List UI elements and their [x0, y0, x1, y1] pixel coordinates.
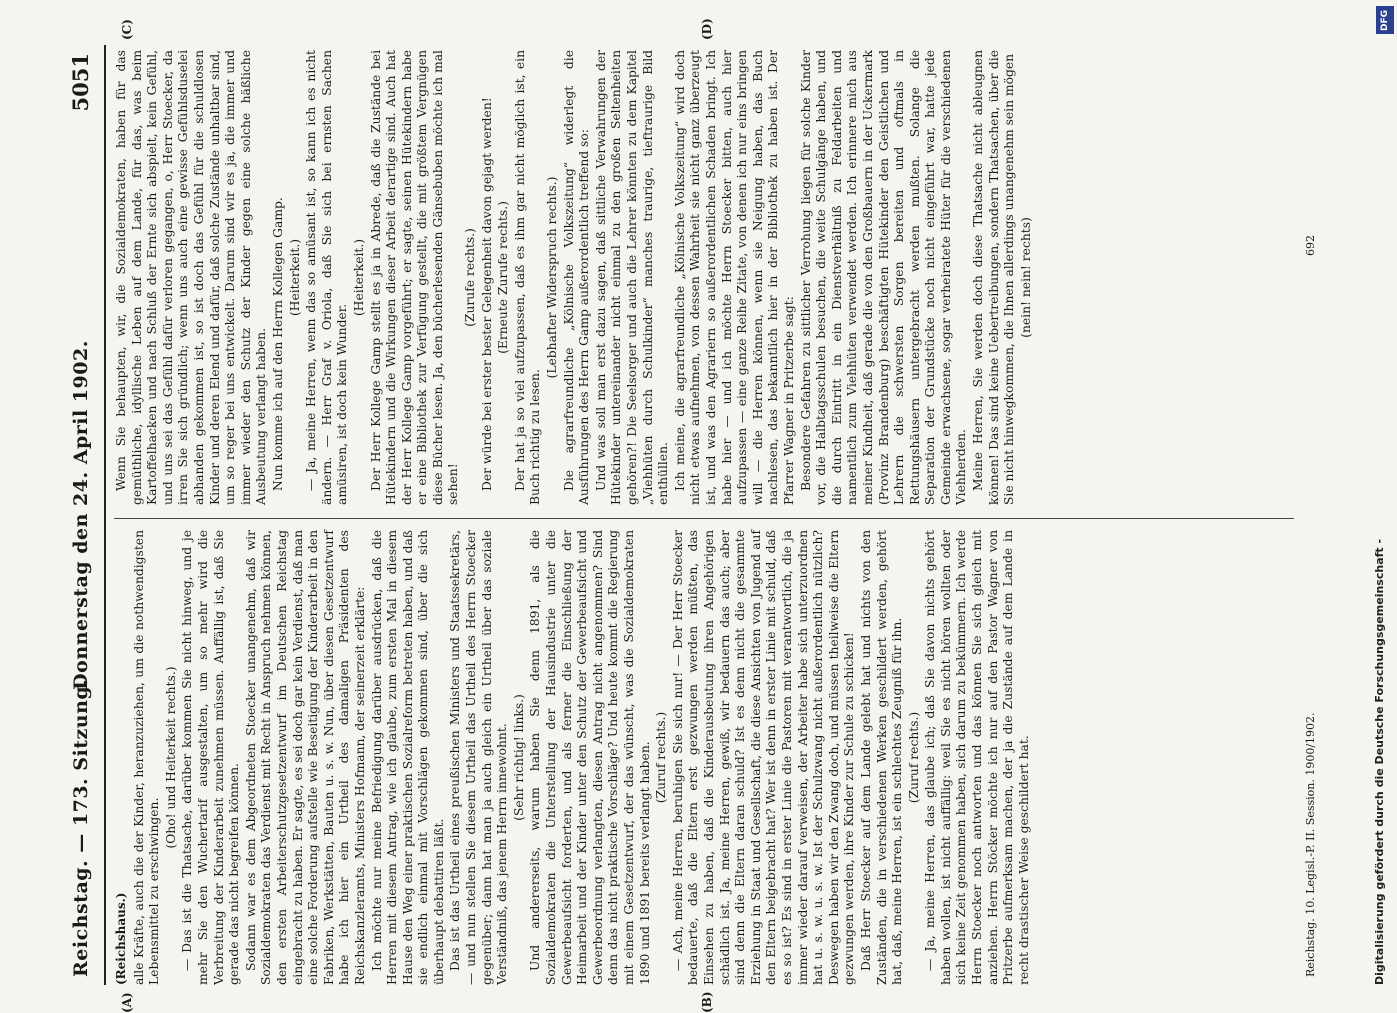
interjection: (Lebhafter Widerspruch rechts.): [545, 50, 561, 505]
interjection: (Oho! und Heiterkeit rechts.): [164, 530, 180, 985]
interjection: (nein! nein! rechts): [1019, 50, 1035, 505]
paragraph: alle Kräfte, auch die der Kinder, heranzuziehen, um die nothwendigsten Lebensmittel zu erschwingen.: [132, 530, 163, 985]
interjection: (Zurufe rechts.): [463, 50, 479, 505]
margin-marker-b: (B): [700, 992, 714, 1013]
dfg-logo: DFG: [1376, 6, 1394, 34]
paragraph: Nun komme ich auf den Herrn Kollegen Gamp.: [271, 50, 287, 505]
interjection: (Zuruf rechts.): [654, 530, 670, 985]
paragraph: Meine Herren, Sie werden doch diese Thatsache nicht ableugnen können! Das sind keine Uebertreibungen, sondern Thatsachen, über die Sie nicht hinwegkommen, die Ihnen allerdings unangenehm sein mögen: [971, 50, 1018, 505]
paragraph: Wenn Sie behaupten, wir, die Sozialdemokraten, haben für das gemüthliche, idyllische Leben auf dem Lande, für das, was beim Kartoffelhacken und nach Schluß der Ernte sich abspielt, kein Gefühl, und uns sei das Gefühl dafür verloren gegangen, o, Herr Stoecker, da irren Sie sich gründlich; wenn uns auch eine gewisse Gefühlsduselei abhanden gekommen ist, so ist doch das Gefühl für die schuldlosen Kinder und deren Elend und dafür, daß solche Zustände unhaltbar sind, um so reger bei uns entwickelt. Darum sind wir es ja, die immer und immer wieder den Schutz der Kinder gegen eine solche häßliche Ausbeutung verlangt haben.: [114, 50, 270, 505]
margin-marker-d: (D): [700, 18, 714, 40]
interjection: (Erneute Zurufe rechts.): [496, 50, 512, 505]
footer-citation: Reichstag. 10. Legisl.-P. II. Session. 1900/1902.: [1304, 712, 1317, 977]
paragraph: Ich meine, die agrarfreundliche „Kölnische Volkszeitung“ wird doch nicht etwas aufnehmen, von dessen Wahrheit sie nicht ganz überzeugt ist, und was den Agrariern so außerordentlichen Schaden bringt. Ich habe hier — und ich möchte Herrn Stoecker bitten, auch hier aufzupassen — eine ganze Reihe Zitate, von denen ich nur eins bringen will — die Herren können, wenn sie Neigung haben, das Buch nachlesen, das bekanntlich hier in der Bibliothek zu haben ist. Der Pfarrer Wagner in Pritzerbe sagt:: [673, 50, 798, 505]
page-footer: [1302, 45, 1326, 985]
right-column: [114, 50, 1294, 505]
paragraph: Daß Herr Stoecker auf dem Lande gelebt hat und nichts von den Zuständen, die in verschiedenen Werken geschildert werden, gehört hat, daß, meine Herren, ist ein schlechtes Zeugniß für ihn.: [859, 530, 906, 985]
paragraph: Der hat ja so viel aufzupassen, daß es ihm gar nicht möglich ist, ein Buch richtig zu lesen.: [513, 50, 544, 505]
paragraph: — Das ist die Thatsache, darüber kommen Sie nicht hinweg, und je mehr Sie den Wuchertarif ausgestalten, um so mehr wird die Verbreitung der Kinderarbeit zunehmen müssen. Auffällig ist, daß Sie gerade das nicht begreifen können.: [180, 530, 242, 985]
quotation: Besondere Gefahren zu sittlicher Verrohung liegen für solche Kinder vor, die Halbtagsschulen besuchen, die weite Schulgänge haben, und die durch Eintritt in ein Dienstverhältniß zu Feldarbeiten und namentlich zum Viehhüten verwendet werden. Ich erinnere mich aus meiner Kindheit, daß gerade die von den Großbauern in der Uckermark (Provinz Brandenburg) beschäftigten Hütekinder den Geistlichen und Lehrern die schwersten Sorgen bereiten und oftmals in Rettungshäusern untergebracht werden mußten. Solange die Separation der Grundstücke noch nicht eingeführt war, hatte jede Gemeinde erwachsene, sogar verheiratete Hüter für die verschiedenen Viehherden.: [799, 50, 971, 505]
page-number: 5051: [68, 53, 93, 111]
quotation: Ich möchte nur meine Befriedigung darüber ausdrücken, daß die Herren mit diesem Antrag, wie ich glaube, zum ersten Mal in diesem Hause den Weg einer praktischen Sozialreform betreten haben, und daß sie endlich einmal mit Vorschlägen gekommen sind, über die sich überhaupt debattiren läßt.: [370, 530, 448, 985]
paragraph: Das ist das Urtheil eines preußischen Ministers und Staatssekretärs, — und nun stellen Sie diesem Urtheil das Urtheil des Herrn Stoecker gegenüber; dann hat man ja auch gleich ein Urtheil über das soziale Verständniß, das jenem Herrn innewohnt.: [448, 530, 510, 985]
header-session: Reichstag. — 173. Sitzung.: [70, 679, 92, 977]
page-header: [60, 45, 106, 985]
quotation: Und was soll man erst dazu sagen, daß sittliche Verwahrungen der Hütekinder untereinander nicht einmal zu den großen Seltenheiten gehören?! Die Seelsorger und auch die Lehrer könnten zu dem Kapitel „Viehhüten durch Schulkinder“ manches traurige, tieftraurige Bild enthüllen.: [594, 50, 672, 505]
interjection: (Heiterkeit.): [352, 50, 368, 505]
paragraph: Sodann war es dem Abgeordneten Stoecker unangenehm, daß wir Sozialdemokraten das Verdienst mit Recht in Anspruch nehmen können, den ersten Arbeiterschutzgesetzentwurf im Deutschen Reichstag eingebracht zu haben. Er sagte, es sei doch gar kein Verdienst, daß man eine solche Forderung aufstelle wie Beseitigung der Kinderarbeit in den Fabriken, Werkstätten, Bauten u. s. w. Nun, über diesen Gesetzentwurf habe ich hier ein Urtheil des damaligen Präsidenten des Reichskanzleramts, Ministers Hofmann, der seinerzeit erklärte:: [244, 530, 369, 985]
digitization-note: Digitalisierung gefördert durch die Deutsche Forschungsgemeinschaft -: [1373, 5, 1393, 985]
section-label: (Reichshaus.): [114, 530, 130, 985]
margin-marker-a: (A): [120, 992, 134, 1013]
column-divider: [114, 518, 1294, 519]
left-column: [114, 530, 1294, 985]
paragraph: Der würde bei erster bester Gelegenheit davon gejagt werden!: [480, 50, 496, 505]
paragraph: Und andererseits, warum haben Sie denn 1891, als die Sozialdemokraten die Unterstellung der Hausindustrie unter die Gewerbeaufsicht forderten, und als ferner die Einschließung der Heimarbeit und der Kinder unter den Schutz der Gewerbeaufsicht und Gewerbeordnung verlangten, diesen Antrag nicht angenommen? Sind denn das nicht praktische Vorschläge? Und heute kommt die Regierung mit einem Gesetzentwurf, der das wünscht, was die Sozialdemokraten 1890 und 1891 bereits verlangt haben.: [528, 530, 653, 985]
header-date: Donnerstag den 24. April 1902.: [70, 45, 92, 985]
interjection: (Zuruf rechts.): [907, 530, 923, 985]
paragraph: Der Herr Kollege Gamp stellt es ja in Abrede, daß die Zustände bei Hütekindern und die Wirkungen dieser Arbeit derartige sind. Auch hat der Herr Kollege Gamp vorgeführt; er sagte, seinen Hütekindern habe er eine Bibliothek zur Verfügung gestellt, die mit größtem Vergnügen diese Bücher lesen. Ja, den bücherlesenden Gänsebuben möchte ich mal sehen!: [369, 50, 463, 505]
rotated-document-page: [60, 45, 1360, 985]
interjection: (Sehr richtig! links.): [512, 530, 528, 985]
paragraph: — Ach, meine Herren, beruhigen Sie sich nur! — Der Herr Stoecker bedauerte, daß die Eltern erst gezwungen werden müßten, das Einsehen zu haben, daß die Kinderausbeutung ihren Angehörigen schädlich ist. Ja, meine Herren, gewiß, wir bedauern das auch; aber sind denn die Eltern daran schuld? Ist es denn nicht die gesammte Erziehung in Staat und Gesellschaft, die diese Ansichten von Jugend auf den Eltern beigebracht hat? Wer ist denn in erster Linie mit schuld, daß es so ist? Es sind in erster Linie die Pastoren mit verantwortlich, die ja immer wieder darauf verweisen, der Arbeiter habe sich unterzuordnen hat u. s. w. u. s. w. Ist der Schulzwang nicht außerordentlich nützlich? Deswegen haben wir den Zwang doch, und müssen theilweise die Eltern gezwungen werden, ihre Kinder zur Schule zu schicken!: [671, 530, 858, 985]
interjection: (Heiterkeit.): [288, 50, 304, 505]
paragraph: Die agrarfreundliche „Kölnische Volkszeitung“ widerlegt die Ausführungen des Herrn Gamp außerordentlich treffend so:: [562, 50, 593, 505]
paragraph: — Ja, meine Herren, wenn das so amüsant ist, so kann ich es nicht ändern. — Herr Graf v. Oriola, daß Sie sich bei ernsten Sachen amüsiren, ist doch kein Wunder.: [304, 50, 351, 505]
footer-number: 692: [1304, 235, 1317, 256]
paragraph: — Ja, meine Herren, das glaube ich; daß Sie davon nichts gehört haben wollen, ist nicht auffällig: weil Sie es nicht hören wollten oder sich keine Zeit genommen haben, sich darum zu bekümmern. Ich werde Herrn Stoecker noch antworten und das können Sie sich gleich mit anziehen. Herrn Stöcker möchte ich nur auf den Pastor Wagner von Pritzerbe aufmerksam machen, der ja die Zustände auf dem Lande in recht drastischer Weise geschildert hat.: [923, 530, 1032, 985]
margin-marker-c: (C): [120, 19, 134, 40]
